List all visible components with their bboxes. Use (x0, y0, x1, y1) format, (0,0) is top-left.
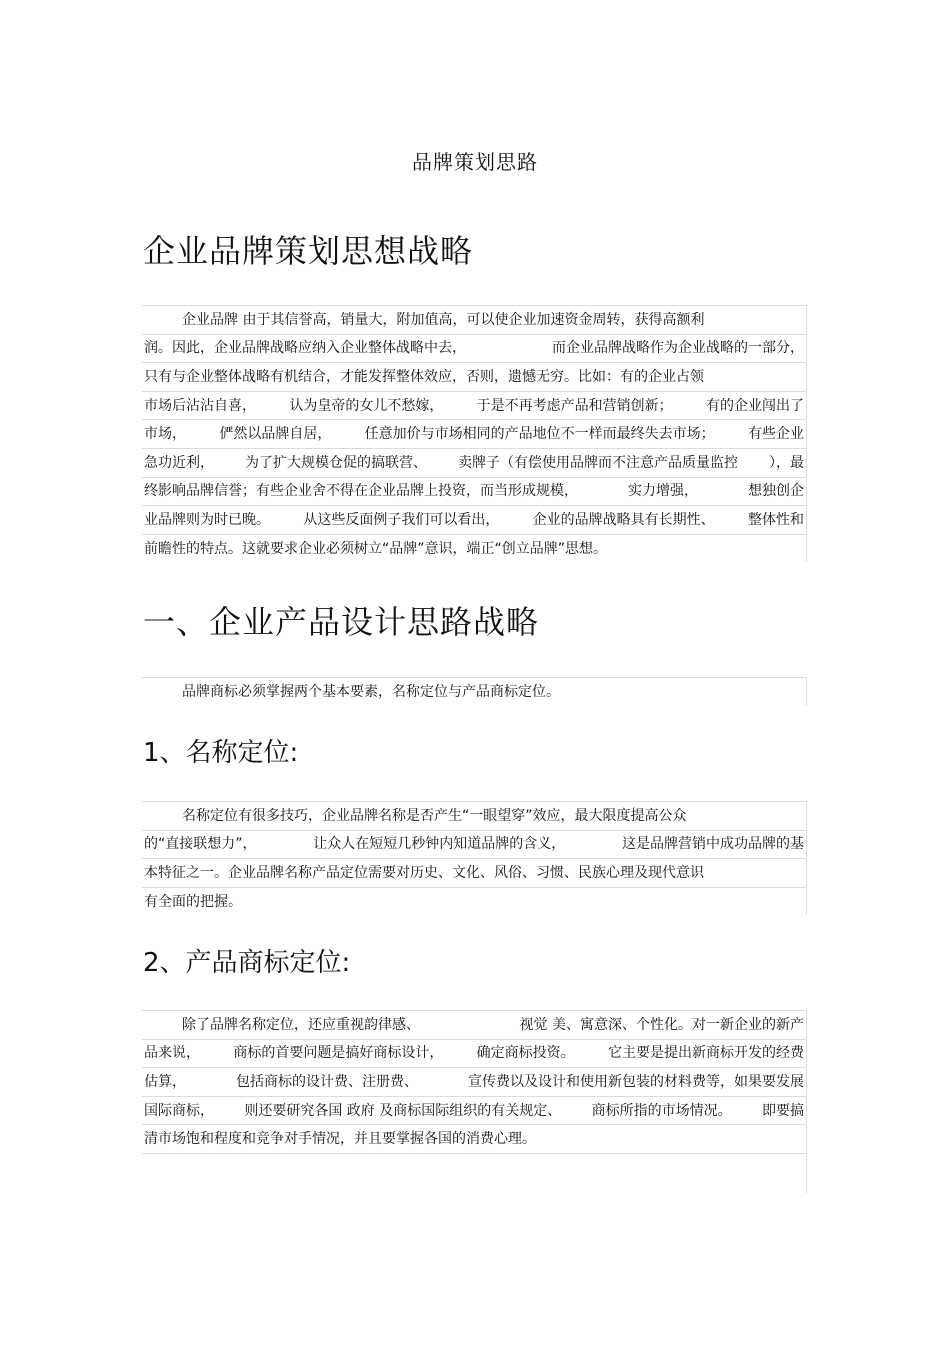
text-line (142, 534, 807, 563)
text-segment: 让众人在短短几秒钟内知道品牌的含义， (313, 836, 566, 853)
text-segment: 整体性和 (747, 511, 804, 528)
text-segment: 卖牌子（有偿使用品牌而不注意产品质量监控 (458, 454, 738, 471)
text-segment: 包括商标的设计费、注册费、 (236, 1073, 418, 1090)
sub1-heading: 1、名称定位: (143, 738, 299, 768)
text-segment: 润。因此，企业品牌战略应纳入企业整体战略中去， (144, 340, 466, 357)
text-segment: 则还要研究各国 政府 及商标国际组织的有关规定、 (244, 1102, 562, 1119)
text-segment: 它主要是提出新商标开发的经费 (607, 1045, 804, 1062)
text-segment: 市场后沾沾自喜， (144, 397, 256, 414)
text-segment: ），最 (769, 454, 804, 471)
text-line (142, 362, 807, 391)
text-segment: 清市场饱和程度和竞争对手情况，并且要掌握各国的消费心理。 (144, 1131, 536, 1148)
text-segment: 确定商标投资。 (476, 1045, 575, 1062)
section1-paragraph (142, 677, 807, 706)
text-segment: 名称定位有很多技巧，企业品牌名称是否产生“一眼望穿”效应，最大限度提高公众 (182, 807, 687, 824)
text-line (142, 391, 807, 420)
section1-heading: 一、企业产品设计思路战略 (143, 603, 540, 641)
text-line (142, 1010, 807, 1039)
text-segment: 业品牌则为时已晚。 (144, 511, 270, 528)
text-line (142, 677, 807, 706)
text-segment: 本特征之一。企业品牌名称产品定位需要对历史、文化、风俗、习惯、民族心理及现代意识 (144, 864, 704, 881)
text-segment: 这是品牌营销中成功品牌的基 (621, 836, 804, 853)
text-line (142, 419, 807, 448)
text-segment: 实力增强， (628, 483, 698, 500)
text-line (142, 448, 807, 477)
text-segment: 品来说， (144, 1045, 200, 1062)
text-segment: 的“直接联想力”， (144, 836, 257, 853)
text-line (142, 305, 807, 334)
text-line (142, 1067, 807, 1096)
text-segment: 而企业品牌战略作为企业战略的一部分， (552, 340, 804, 357)
text-line (142, 477, 807, 506)
sub2-heading: 2、产品商标定位: (143, 948, 351, 978)
text-line (142, 887, 807, 916)
text-segment: 有全面的把握。 (144, 893, 242, 910)
text-segment: 商标所指的市场情况。 (591, 1102, 732, 1119)
text-segment: 于是不再考虑产品和营销创新； (476, 397, 673, 414)
text-segment: 视觉 美、寓意深、个性化。对一新企业的新产 (519, 1016, 804, 1033)
empty-line (142, 1153, 807, 1193)
text-line (142, 334, 807, 363)
text-line (142, 505, 807, 534)
text-segment: 想独创企 (748, 483, 804, 500)
text-segment: 国际商标， (144, 1102, 214, 1119)
text-segment: 宣传费以及设计和使用新包装的材料费等，如果要发展 (468, 1073, 804, 1090)
text-segment: 企业的品牌战略具有长期性、 (532, 511, 715, 528)
text-line (142, 801, 807, 830)
text-segment: 有的企业闯出了 (705, 397, 804, 414)
main-heading: 企业品牌策划思想战略 (143, 232, 474, 270)
text-segment: 从这些反面例子我们可以看出， (303, 511, 500, 528)
text-segment: 前瞻性的特点。这就要求企业必须树立“品牌”意识，端正“创立品牌”思想。 (144, 540, 608, 557)
text-segment: 为了扩大规模仓促的搞联营、 (245, 454, 427, 471)
sub1-paragraph (142, 801, 807, 915)
text-segment: 品牌商标必须掌握两个基本要素，名称定位与产品商标定位。 (182, 683, 560, 700)
sub2-paragraph (142, 1010, 807, 1193)
text-line (142, 830, 807, 859)
text-segment: 急功近利， (144, 454, 214, 471)
intro-paragraph (142, 305, 807, 562)
text-line (142, 1124, 807, 1153)
text-segment: 有些企业 (747, 426, 804, 443)
text-segment: 任意加价与市场相同的产品地位不一样而最终失去市场； (364, 426, 715, 443)
page-title: 品牌策划思路 (412, 150, 538, 174)
text-segment: 终影响品牌信誉；有些企业舍不得在企业品牌上投资，而当形成规模， (144, 483, 578, 500)
text-line (142, 1096, 807, 1125)
text-segment: 俨然以品牌自居， (219, 426, 332, 443)
text-segment: 估算， (144, 1073, 186, 1090)
text-segment: 企业品牌 由于其信誉高，销量大，附加值高，可以使企业加速资金周转，获得高额利 (182, 311, 705, 328)
text-segment: 除了品牌名称定位，还应重视韵律感、 (182, 1016, 420, 1033)
text-line (142, 1039, 807, 1068)
text-segment: 只有与企业整体战略有机结合，才能发挥整体效应，否则，遗憾无穷。比如：有的企业占领 (144, 368, 704, 385)
text-segment: 认为皇帝的女儿不愁嫁， (289, 397, 444, 414)
text-segment: 市场， (144, 426, 186, 443)
text-line (142, 858, 807, 887)
text-segment: 商标的首要问题是搞好商标设计， (233, 1045, 444, 1062)
text-segment: 即要搞 (761, 1102, 804, 1119)
